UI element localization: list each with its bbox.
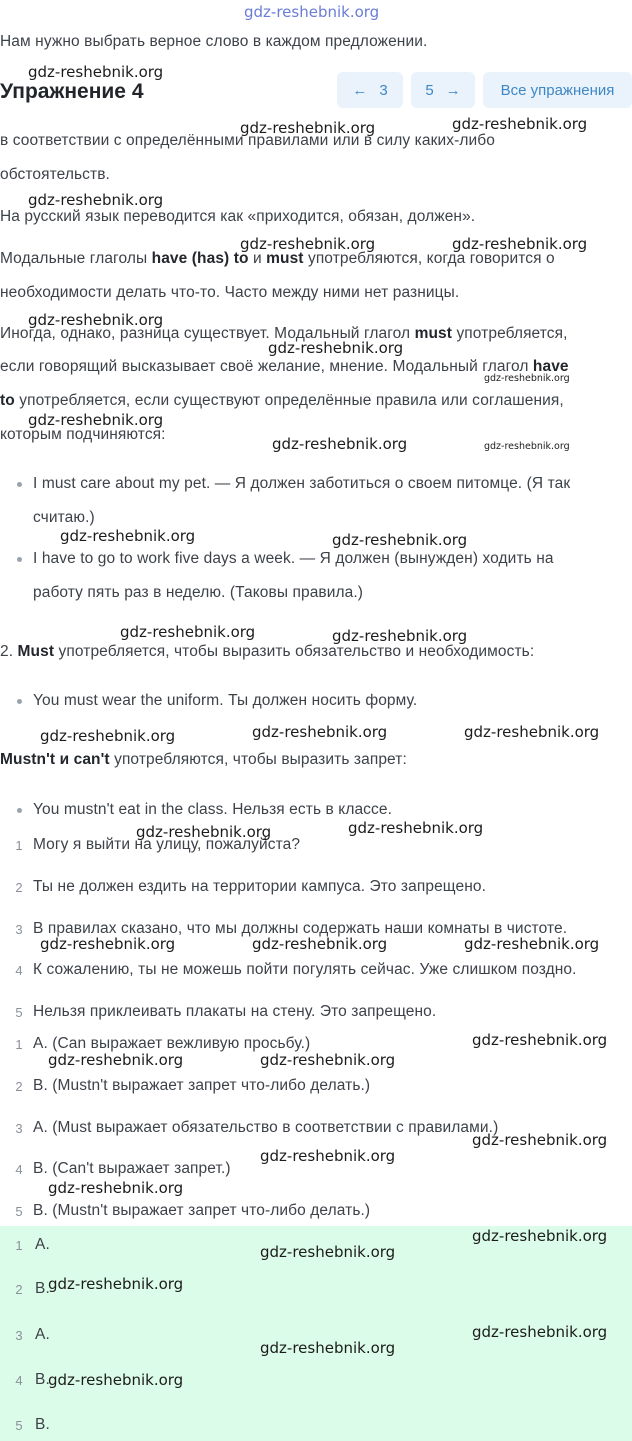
watermark: gdz-reshebnik.org [472,1227,608,1245]
theory-line: to употребляется, если существуют определённые правила или соглашения, [0,392,564,409]
watermark: gdz-reshebnik.org [28,191,164,209]
watermark: gdz-reshebnik.org [120,623,256,641]
watermark: gdz-reshebnik.org [48,1179,184,1197]
answer-item: A. [35,1236,50,1253]
watermark: gdz-reshebnik.org [240,119,376,137]
watermark: gdz-reshebnik.org [48,1275,184,1293]
list-number: 1 [15,838,23,853]
answer-number: 1 [15,1238,23,1253]
list-number: 4 [15,1162,23,1177]
theory-line: в соответствии с определёнными правилами или в силу каких-либо [0,132,495,149]
watermark-top: gdz-reshebnik.org [244,3,380,21]
watermark: gdz-reshebnik.org [268,339,404,357]
watermark: gdz-reshebnik.org [484,373,570,384]
answer-number: 2 [15,1282,23,1297]
watermark: gdz-reshebnik.org [348,819,484,837]
list-number: 4 [15,963,23,978]
answer-item: A. [35,1326,50,1343]
answer-item: B. [35,1371,50,1388]
list-number: 1 [15,1037,23,1052]
watermark: gdz-reshebnik.org [48,1051,184,1069]
list-item: A. (Can выражает вежливую просьбу.) [33,1035,311,1052]
watermark: gdz-reshebnik.org [28,311,164,329]
list-number: 3 [15,922,23,937]
list-item: A. (Must выражает обязательство в соответствии с правилами.) [33,1119,499,1136]
watermark: gdz-reshebnik.org [136,823,272,841]
theory-line: обстоятельств. [0,166,110,183]
list-number: 3 [15,1121,23,1136]
answer-item: B. [35,1280,50,1297]
example-text: считаю.) [33,509,95,526]
list-item: B. (Can't выражает запрет.) [33,1160,231,1177]
watermark: gdz-reshebnik.org [260,1339,396,1357]
prev-exercise-button[interactable]: ← 3 [337,72,403,108]
answer-item: B. [35,1416,50,1433]
watermark: gdz-reshebnik.org [332,531,468,549]
watermark: gdz-reshebnik.org [240,235,376,253]
watermark: gdz-reshebnik.org [452,115,588,133]
watermark: gdz-reshebnik.org [260,1147,396,1165]
watermark: gdz-reshebnik.org [28,63,164,81]
watermark: gdz-reshebnik.org [48,1371,184,1389]
bullet-dot [17,699,22,704]
watermark: gdz-reshebnik.org [252,935,388,953]
answer-number: 4 [15,1373,23,1388]
theory-line: если говорящий высказывает своё желание, мнение. Модальный глагол have [0,358,569,375]
bullet-dot [17,557,22,562]
bullet-dot [17,808,22,813]
theory-line: 2. Must употребляется, чтобы выразить обязательство и необходимость: [0,643,535,660]
arrow-right-icon: → [445,81,461,99]
arrow-left-icon: ← [352,81,368,99]
watermark: gdz-reshebnik.org [484,441,570,452]
list-item: Могу я выйти на улицу, пожалуйста? [33,836,301,853]
list-number: 5 [15,1005,23,1020]
watermark: gdz-reshebnik.org [260,1243,396,1261]
list-number: 5 [15,1204,23,1219]
watermark: gdz-reshebnik.org [464,723,600,741]
theory-line: На русский язык переводится как «приходится, обязан, должен». [0,208,476,225]
watermark: gdz-reshebnik.org [40,727,176,745]
list-number: 2 [15,1079,23,1094]
list-item: Нельзя приклеивать плакаты на стену. Это запрещено. [33,1003,437,1020]
list-item: Ты не должен ездить на территории кампуса. Это запрещено. [33,878,486,895]
watermark: gdz-reshebnik.org [464,935,600,953]
theory-line: Mustn't и can't употребляются, чтобы выразить запрет: [0,751,407,768]
watermark: gdz-reshebnik.org [260,1051,396,1069]
watermark: gdz-reshebnik.org [452,235,588,253]
watermark: gdz-reshebnik.org [40,935,176,953]
example-text: You must wear the uniform. Ты должен носить форму. [33,692,418,709]
list-item: К сожалению, ты не можешь пойти погулять сейчас. Уже слишком поздно. [33,961,577,978]
watermark: gdz-reshebnik.org [332,627,468,645]
answer-number: 5 [15,1418,23,1433]
example-text: работу пять раз в неделю. (Таковы правила.) [33,584,364,601]
watermark: gdz-reshebnik.org [252,723,388,741]
intro-text: Нам нужно выбрать верное слово в каждом предложении. [0,33,428,50]
list-item: B. (Mustn't выражает запрет что-либо делать.) [33,1077,371,1094]
watermark: gdz-reshebnik.org [272,435,408,453]
watermark: gdz-reshebnik.org [472,1131,608,1149]
next-exercise-button[interactable]: 5 → [411,72,475,108]
theory-line: необходимости делать что-то. Часто между ними нет разницы. [0,284,460,301]
theory-line: Модальные глаголы have (has) to и must употребляются, когда говорится о [0,250,555,267]
bullet-dot [17,482,22,487]
list-item: В правилах сказано, что мы должны содержать наши комнаты в чистоте. [33,920,568,937]
all-exercises-button[interactable]: Все упражнения [483,72,632,108]
theory-line: которым подчиняются: [0,426,166,443]
page-title: Упражнение 4 [0,80,144,103]
watermark: gdz-reshebnik.org [60,527,196,545]
example-text: I have to go to work five days a week. — Я должен (вынужден) ходить на [33,550,554,567]
watermark: gdz-reshebnik.org [472,1323,608,1341]
example-text: I must care about my pet. — Я должен заботиться о своем питомце. (Я так [33,475,571,492]
watermark: gdz-reshebnik.org [472,1031,608,1049]
list-item: B. (Mustn't выражает запрет что-либо делать.) [33,1202,371,1219]
answer-number: 3 [15,1328,23,1343]
theory-line: Иногда, однако, разница существует. Модальный глагол must употребляется, [0,325,568,342]
list-number: 2 [15,880,23,895]
watermark: gdz-reshebnik.org [28,411,164,429]
example-text: You mustn't eat in the class. Нельзя есть в классе. [33,801,393,818]
